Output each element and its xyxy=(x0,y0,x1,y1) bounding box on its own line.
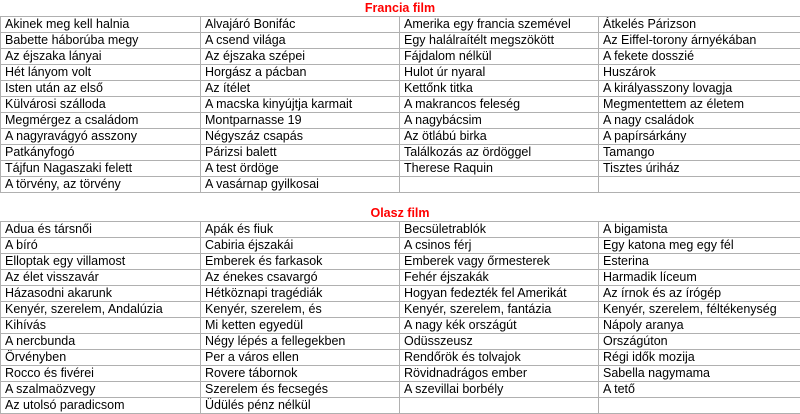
film-title-cell: Sabella nagymama xyxy=(599,366,800,382)
film-title-cell: Örvényben xyxy=(1,350,201,366)
film-title-cell: Horgász a pácban xyxy=(201,65,400,81)
film-title-cell: Házasodni akarunk xyxy=(1,286,201,302)
film-title-cell: Hulot úr nyaral xyxy=(400,65,599,81)
film-title-cell: A bigamista xyxy=(599,222,800,238)
film-title-cell xyxy=(599,177,800,193)
francia-film-table xyxy=(0,17,800,193)
film-title-cell: Mi ketten egyedül xyxy=(201,318,400,334)
table-row xyxy=(1,81,800,97)
film-title-cell: A csinos férj xyxy=(400,238,599,254)
film-title-cell: Megmentettem az életem xyxy=(599,97,800,113)
table-row xyxy=(1,113,800,129)
film-title-cell: Emberek és farkasok xyxy=(201,254,400,270)
film-title-cell: A vasárnap gyilkosai xyxy=(201,177,400,193)
film-title-cell: Elloptak egy villamost xyxy=(1,254,201,270)
film-title-cell: Az Eiffel-torony árnyékában xyxy=(599,33,800,49)
table-row xyxy=(1,286,800,302)
film-title-cell: A nagybácsim xyxy=(400,113,599,129)
film-title-cell: A test ördöge xyxy=(201,161,400,177)
film-title-cell: Az éjszaka szépei xyxy=(201,49,400,65)
film-title-cell: Kettőnk titka xyxy=(400,81,599,97)
film-title-cell: Nápoly aranya xyxy=(599,318,800,334)
film-title-cell: Szerelem és fecsegés xyxy=(201,382,400,398)
film-title-cell: Üdülés pénz nélkül xyxy=(201,398,400,414)
section-gap xyxy=(0,193,800,205)
film-title-cell: Négy lépés a fellegekben xyxy=(201,334,400,350)
film-title-cell xyxy=(400,177,599,193)
table-row xyxy=(1,145,800,161)
olasz-film-table xyxy=(0,222,800,414)
film-title-cell: Cabiria éjszakái xyxy=(201,238,400,254)
film-title-cell: Párizsi balett xyxy=(201,145,400,161)
film-title-cell: A fekete dosszié xyxy=(599,49,800,65)
film-title-cell: Montparnasse 19 xyxy=(201,113,400,129)
film-title-cell: Országúton xyxy=(599,334,800,350)
film-title-cell: Tisztes úriház xyxy=(599,161,800,177)
film-title-cell: A papírsárkány xyxy=(599,129,800,145)
film-title-cell: Babette háborúba megy xyxy=(1,33,201,49)
film-title-cell: Emberek vagy őrmesterek xyxy=(400,254,599,270)
film-title-cell: Az írnok és az írógép xyxy=(599,286,800,302)
film-title-cell: A nercbunda xyxy=(1,334,201,350)
table-row xyxy=(1,238,800,254)
film-title-cell: Egy katona meg egy fél xyxy=(599,238,800,254)
film-title-cell: Rovere tábornok xyxy=(201,366,400,382)
film-title-cell: Akinek meg kell halnia xyxy=(1,17,201,33)
film-title-cell: A bíró xyxy=(1,238,201,254)
table-row xyxy=(1,97,800,113)
film-title-cell: Becsületrablók xyxy=(400,222,599,238)
film-title-cell: Rendőrök és tolvajok xyxy=(400,350,599,366)
film-title-cell: Alvajáró Bonifác xyxy=(201,17,400,33)
film-title-cell: A macska kinyújtja karmait xyxy=(201,97,400,113)
film-title-cell: Tamango xyxy=(599,145,800,161)
table-row xyxy=(1,350,800,366)
film-title-cell: Esterina xyxy=(599,254,800,270)
table-row xyxy=(1,318,800,334)
film-title-cell: Hét lányom volt xyxy=(1,65,201,81)
film-title-cell: Az ötlábú birka xyxy=(400,129,599,145)
film-title-cell: Huszárok xyxy=(599,65,800,81)
film-title-cell: Négyszáz csapás xyxy=(201,129,400,145)
film-title-cell: A nagy családok xyxy=(599,113,800,129)
table-row xyxy=(1,17,800,33)
film-title-cell: A szevillai borbély xyxy=(400,382,599,398)
film-title-cell: Kenyér, szerelem, féltékenység xyxy=(599,302,800,318)
film-title-cell: Az énekes csavargó xyxy=(201,270,400,286)
francia-section-title: Francia film xyxy=(0,0,800,17)
film-title-cell: Az élet visszavár xyxy=(1,270,201,286)
table-row xyxy=(1,222,800,238)
film-title-cell: Rocco és fivérei xyxy=(1,366,201,382)
film-title-cell: Adua és társnői xyxy=(1,222,201,238)
film-title-cell: Az utolsó paradicsom xyxy=(1,398,201,414)
table-row xyxy=(1,33,800,49)
film-title-cell: Kenyér, szerelem, és xyxy=(201,302,400,318)
film-title-cell: Tájfun Nagaszaki felett xyxy=(1,161,201,177)
film-title-cell: Patkányfogó xyxy=(1,145,201,161)
film-title-cell: A makrancos feleség xyxy=(400,97,599,113)
table-row xyxy=(1,334,800,350)
film-title-cell: Az éjszaka lányai xyxy=(1,49,201,65)
table-row xyxy=(1,254,800,270)
film-title-cell: Hogyan fedezték fel Amerikát xyxy=(400,286,599,302)
table-row xyxy=(1,366,800,382)
table-row xyxy=(1,49,800,65)
table-row xyxy=(1,129,800,145)
film-title-cell: A királyasszony lovagja xyxy=(599,81,800,97)
film-title-cell: Kenyér, szerelem, Andalúzia xyxy=(1,302,201,318)
film-title-cell: Külvárosi szálloda xyxy=(1,97,201,113)
film-title-cell: Odüsszeusz xyxy=(400,334,599,350)
film-title-cell: Per a város ellen xyxy=(201,350,400,366)
film-title-cell: Hétköznapi tragédiák xyxy=(201,286,400,302)
film-title-cell: Találkozás az ördöggel xyxy=(400,145,599,161)
olasz-section-title: Olasz film xyxy=(0,205,800,222)
film-title-cell: Átkelés Párizson xyxy=(599,17,800,33)
table-row xyxy=(1,177,800,193)
film-title-cell: Az ítélet xyxy=(201,81,400,97)
film-title-cell: Kenyér, szerelem, fantázia xyxy=(400,302,599,318)
film-title-cell: A nagyravágyó asszony xyxy=(1,129,201,145)
table-row xyxy=(1,270,800,286)
film-title-cell: Amerika egy francia szemével xyxy=(400,17,599,33)
film-title-cell: Megmérgez a családom xyxy=(1,113,201,129)
film-title-cell: Therese Raquin xyxy=(400,161,599,177)
film-title-cell: Fehér éjszakák xyxy=(400,270,599,286)
film-title-cell: A csend világa xyxy=(201,33,400,49)
film-title-cell: A tető xyxy=(599,382,800,398)
film-title-cell: A szalmaözvegy xyxy=(1,382,201,398)
film-title-cell: Rövidnadrágos ember xyxy=(400,366,599,382)
table-row xyxy=(1,382,800,398)
film-title-cell: Egy halálraítélt megszökött xyxy=(400,33,599,49)
film-title-cell: Harmadik líceum xyxy=(599,270,800,286)
film-title-cell xyxy=(400,398,599,414)
film-title-cell: Régi idők mozija xyxy=(599,350,800,366)
film-title-cell: Apák és fiuk xyxy=(201,222,400,238)
film-title-cell: A törvény, az törvény xyxy=(1,177,201,193)
film-title-cell: Fájdalom nélkül xyxy=(400,49,599,65)
table-row xyxy=(1,161,800,177)
film-title-cell: A nagy kék országút xyxy=(400,318,599,334)
table-row xyxy=(1,65,800,81)
table-row xyxy=(1,302,800,318)
film-title-cell: Kihívás xyxy=(1,318,201,334)
film-title-cell: Isten után az első xyxy=(1,81,201,97)
table-row xyxy=(1,398,800,414)
film-title-cell xyxy=(599,398,800,414)
